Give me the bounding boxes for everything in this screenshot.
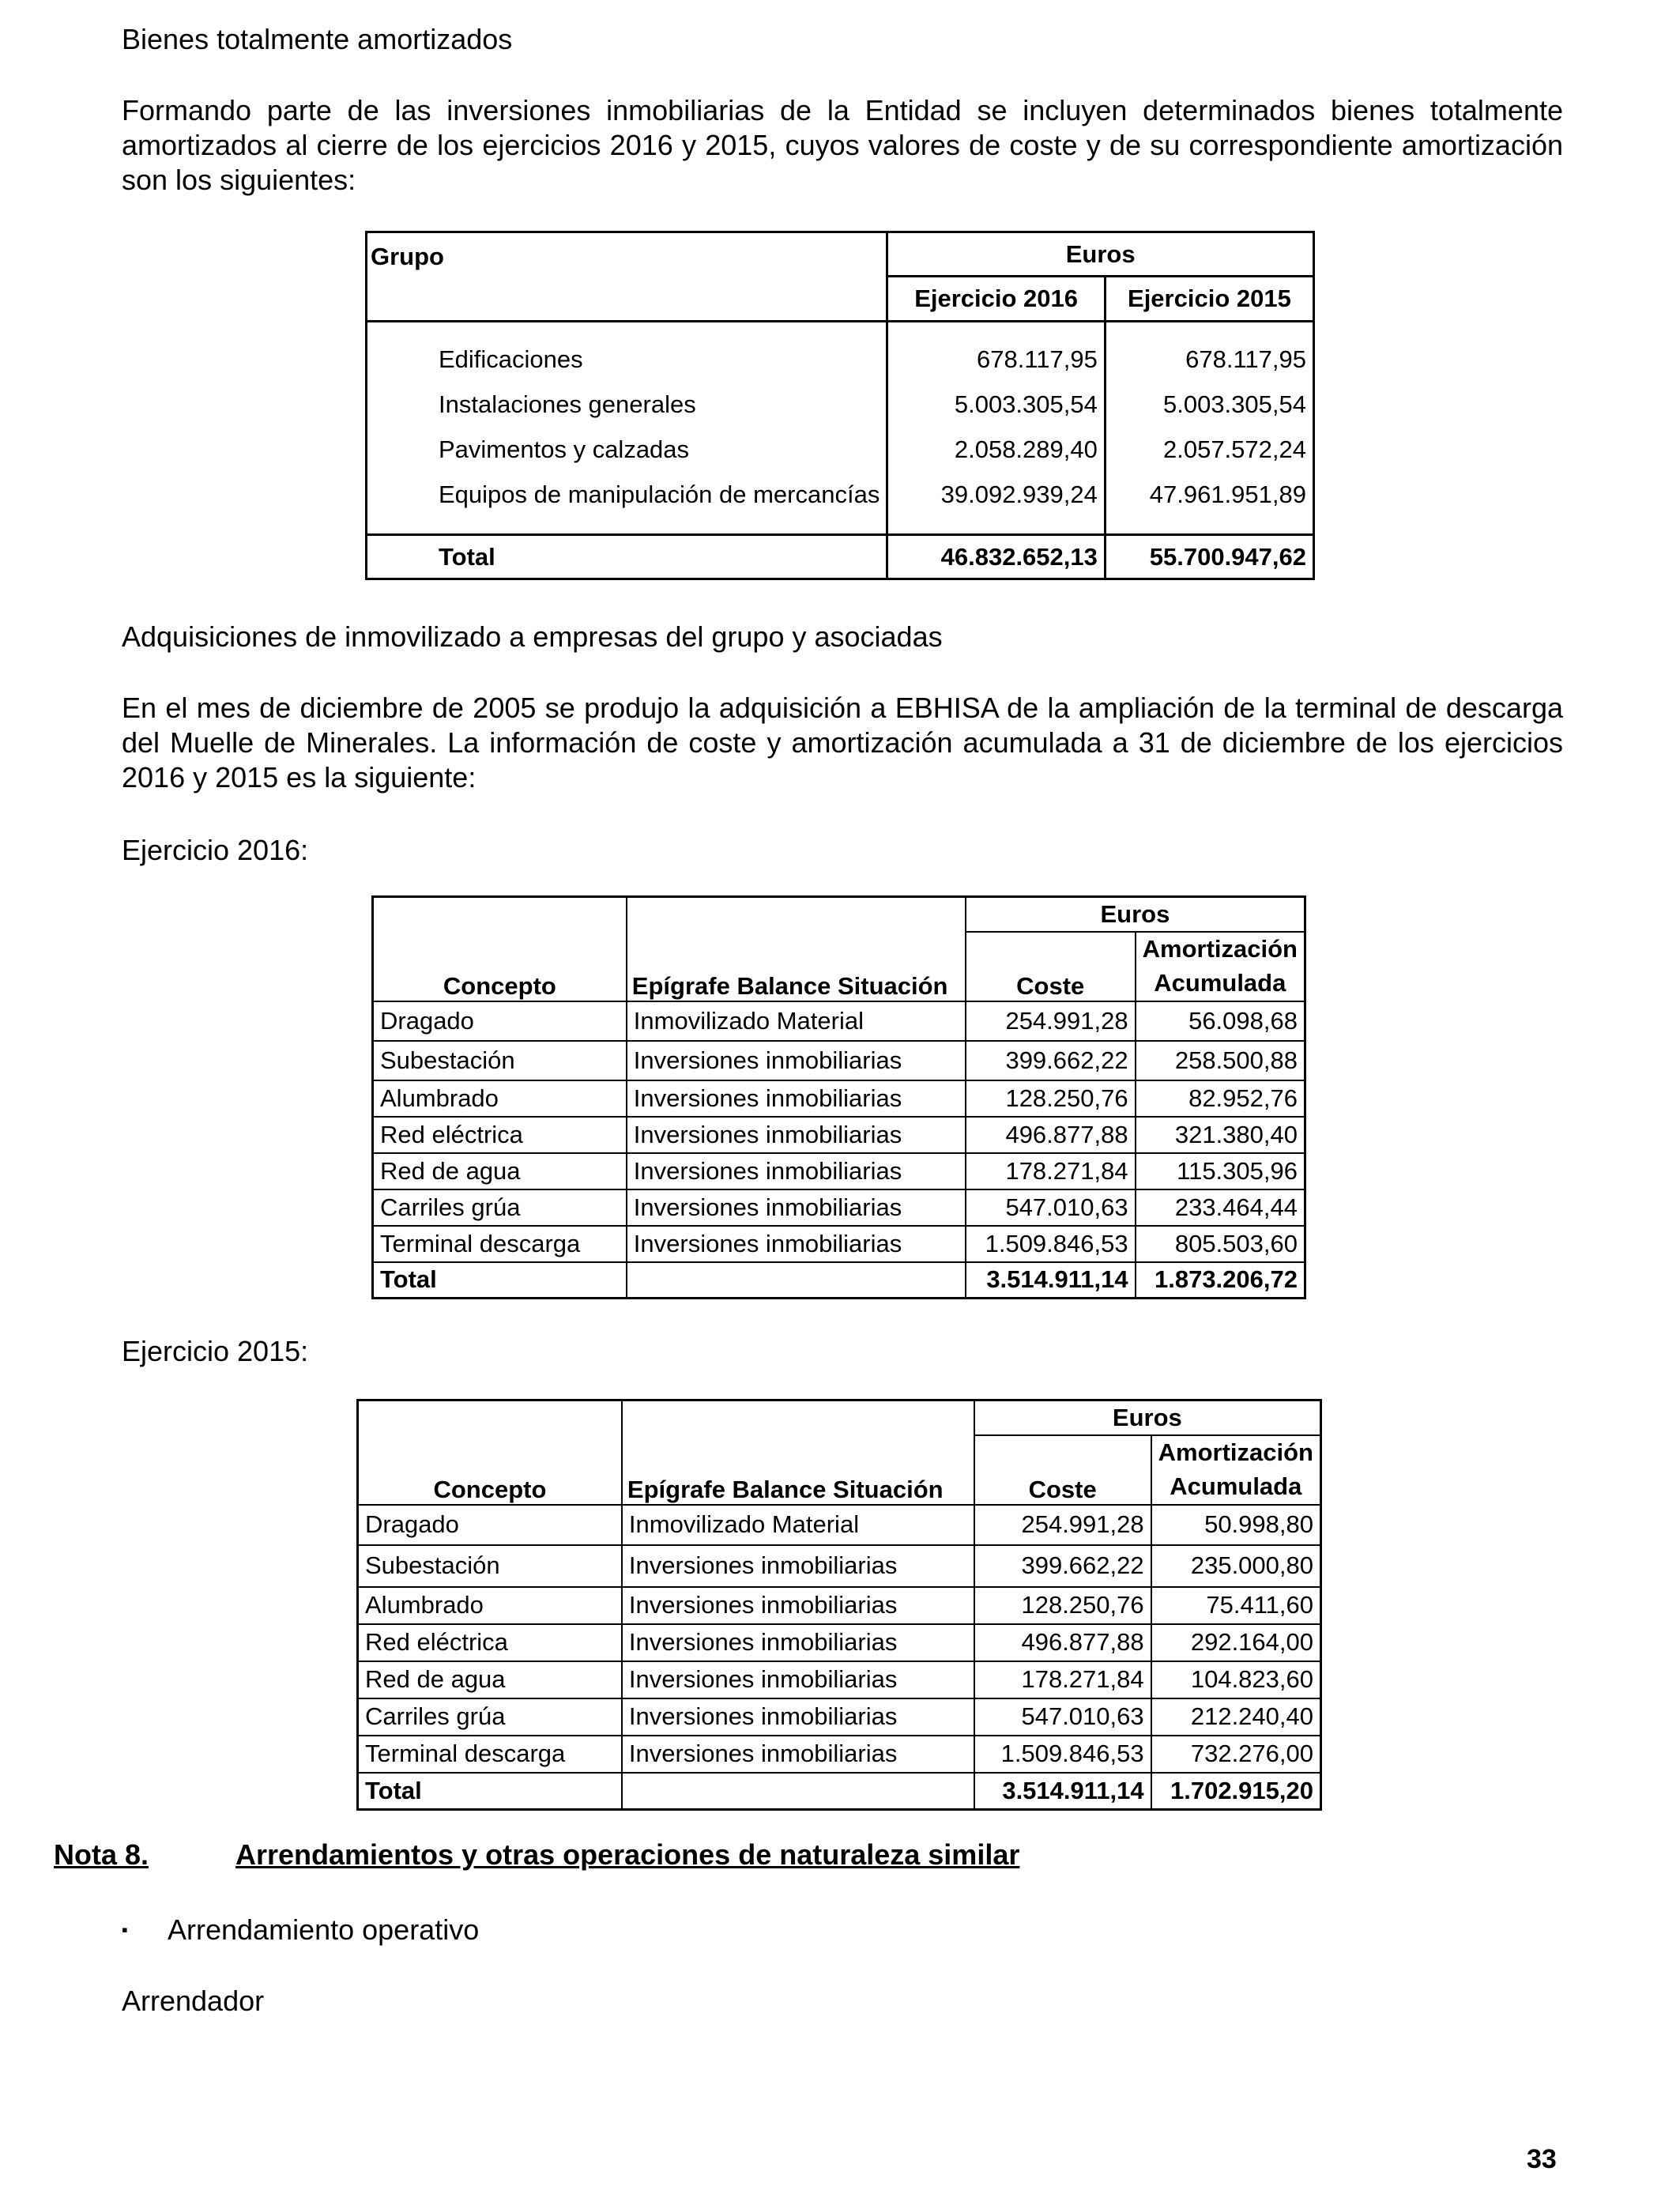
epigrafe-cell: Inversiones inmobiliarias xyxy=(627,1117,966,1153)
header-coste: Coste xyxy=(966,932,1136,1001)
epigrafe-cell: Inmovilizado Material xyxy=(622,1505,974,1545)
concepto-cell: Dragado xyxy=(373,1001,627,1041)
header-acumulada: Acumulada xyxy=(1151,1470,1321,1505)
paragraph-adquisiciones: En el mes de diciembre de 2005 se produjo la adquisición a EBHISA de la ampliación de la terminal de descarga del Muelle de Minerales. La información de coste y amortización acumulada a 31 de diciembre de los ejercicios 2016 y 2015 es la siguiente: xyxy=(122,692,1563,794)
section-heading-bienes: Bienes totalmente amortizados xyxy=(122,23,513,55)
bullet-text: Arrendamiento operativo xyxy=(168,1913,480,1946)
coste-cell: 547.010,63 xyxy=(974,1698,1151,1736)
table-row xyxy=(358,1587,1321,1624)
amortizacion-cell: 258.500,88 xyxy=(1136,1041,1305,1080)
nota-number: Nota 8. xyxy=(54,1838,149,1871)
header-concepto: Concepto xyxy=(373,897,627,1001)
header-ejercicio-2015: Ejercicio 2015 xyxy=(1105,277,1313,322)
total-row xyxy=(358,1773,1321,1810)
coste-cell: 178.271,84 xyxy=(966,1153,1136,1189)
table-bienes-amortizados xyxy=(365,231,1315,580)
coste-cell: 496.877,88 xyxy=(966,1117,1136,1153)
amortizacion-cell: 82.952,76 xyxy=(1136,1080,1305,1117)
concepto-cell: Red de agua xyxy=(358,1661,622,1698)
concepto-cell: Subestación xyxy=(373,1041,627,1080)
concepto-cell: Red eléctrica xyxy=(358,1624,622,1661)
concepto-cell: Carriles grúa xyxy=(358,1698,622,1736)
row-label: Equipos de manipulación de mercancías xyxy=(367,473,887,518)
total-coste: 3.514.911,14 xyxy=(974,1773,1151,1810)
table-row xyxy=(373,1041,1305,1080)
amortizacion-cell: 732.276,00 xyxy=(1151,1736,1321,1773)
table-row xyxy=(367,428,1314,473)
coste-cell: 399.662,22 xyxy=(966,1041,1136,1080)
coste-cell: 547.010,63 xyxy=(966,1189,1136,1226)
epigrafe-cell: Inversiones inmobiliarias xyxy=(627,1041,966,1080)
bullet-icon: ▪ xyxy=(122,1920,128,1940)
epigrafe-cell: Inversiones inmobiliarias xyxy=(627,1080,966,1117)
total-amortizacion: 1.702.915,20 xyxy=(1151,1773,1321,1810)
coste-cell: 1.509.846,53 xyxy=(966,1226,1136,1262)
total-2015: 55.700.947,62 xyxy=(1105,535,1313,579)
header-ejercicio-2016: Ejercicio 2016 xyxy=(887,277,1106,322)
table-row xyxy=(358,1698,1321,1736)
header-acumulada: Acumulada xyxy=(1136,967,1305,1001)
concepto-cell: Alumbrado xyxy=(373,1080,627,1117)
coste-cell: 128.250,76 xyxy=(966,1080,1136,1117)
total-row xyxy=(373,1262,1305,1299)
table-row xyxy=(358,1545,1321,1587)
table-row xyxy=(373,1153,1305,1189)
coste-cell: 496.877,88 xyxy=(974,1624,1151,1661)
section-heading-adquisiciones: Adquisiciones de inmovilizado a empresas del grupo y asociadas xyxy=(122,620,943,653)
concepto-cell: Terminal descarga xyxy=(358,1736,622,1773)
amortizacion-cell: 56.098,68 xyxy=(1136,1001,1305,1041)
value-2015: 5.003.305,54 xyxy=(1105,383,1313,428)
concepto-cell: Subestación xyxy=(358,1545,622,1587)
total-row xyxy=(367,535,1314,579)
concepto-cell: Alumbrado xyxy=(358,1587,622,1624)
total-2016: 46.832.652,13 xyxy=(887,535,1106,579)
header-epigrafe: Epígrafe Balance Situación xyxy=(622,1400,974,1505)
amortizacion-cell: 50.998,80 xyxy=(1151,1505,1321,1545)
epigrafe-cell: Inversiones inmobiliarias xyxy=(622,1661,974,1698)
concepto-cell: Red eléctrica xyxy=(373,1117,627,1153)
row-label: Pavimentos y calzadas xyxy=(367,428,887,473)
epigrafe-cell: Inversiones inmobiliarias xyxy=(622,1624,974,1661)
amortizacion-cell: 115.305,96 xyxy=(1136,1153,1305,1189)
amortizacion-cell: 104.823,60 xyxy=(1151,1661,1321,1698)
table-row xyxy=(367,473,1314,518)
row-label: Instalaciones generales xyxy=(367,383,887,428)
header-euros: Euros xyxy=(966,897,1305,932)
amortizacion-cell: 321.380,40 xyxy=(1136,1117,1305,1153)
subheading-arrendador: Arrendador xyxy=(122,1985,265,2017)
table-ejercicio-2016 xyxy=(371,895,1306,1299)
label-ejercicio-2015: Ejercicio 2015: xyxy=(122,1335,309,1367)
epigrafe-cell: Inversiones inmobiliarias xyxy=(622,1736,974,1773)
paragraph-bienes: Formando parte de las inversiones inmobiliarias de la Entidad se incluyen determinados bienes totalmente amortizados al cierre de los ejercicios 2016 y 2015, cuyos valores de coste y de su correspondiente amortización son los siguientes: xyxy=(122,94,1563,196)
coste-cell: 128.250,76 xyxy=(974,1587,1151,1624)
value-2016: 39.092.939,24 xyxy=(887,473,1106,518)
epigrafe-cell: Inversiones inmobiliarias xyxy=(627,1189,966,1226)
coste-cell: 1.509.846,53 xyxy=(974,1736,1151,1773)
header-coste: Coste xyxy=(974,1435,1151,1505)
table-row xyxy=(358,1624,1321,1661)
nota-title: Arrendamientos y otras operaciones de naturaleza similar xyxy=(235,1838,1020,1871)
concepto-cell: Dragado xyxy=(358,1505,622,1545)
empty-cell xyxy=(627,1262,966,1299)
coste-cell: 178.271,84 xyxy=(974,1661,1151,1698)
epigrafe-cell: Inversiones inmobiliarias xyxy=(622,1587,974,1624)
table-row xyxy=(373,1189,1305,1226)
row-label: Edificaciones xyxy=(367,337,887,383)
value-2016: 5.003.305,54 xyxy=(887,383,1106,428)
table-ejercicio-2015 xyxy=(356,1399,1322,1811)
header-amortizacion: Amortización xyxy=(1136,932,1305,967)
coste-cell: 254.991,28 xyxy=(966,1001,1136,1041)
concepto-cell: Terminal descarga xyxy=(373,1226,627,1262)
total-coste: 3.514.911,14 xyxy=(966,1262,1136,1299)
header-amortizacion: Amortización xyxy=(1151,1435,1321,1470)
total-amortizacion: 1.873.206,72 xyxy=(1136,1262,1305,1299)
epigrafe-cell: Inmovilizado Material xyxy=(627,1001,966,1041)
value-2015: 47.961.951,89 xyxy=(1105,473,1313,518)
header-concepto: Concepto xyxy=(358,1400,622,1505)
epigrafe-cell: Inversiones inmobiliarias xyxy=(627,1226,966,1262)
page-number: 33 xyxy=(1527,2144,1557,2174)
header-grupo: Grupo xyxy=(367,232,887,322)
header-euros: Euros xyxy=(887,232,1314,277)
amortizacion-cell: 75.411,60 xyxy=(1151,1587,1321,1624)
table-row xyxy=(373,1080,1305,1117)
concepto-cell: Carriles grúa xyxy=(373,1189,627,1226)
amortizacion-cell: 235.000,80 xyxy=(1151,1545,1321,1587)
amortizacion-cell: 212.240,40 xyxy=(1151,1698,1321,1736)
table-row xyxy=(373,1226,1305,1262)
empty-cell xyxy=(622,1773,974,1810)
value-2015: 678.117,95 xyxy=(1105,337,1313,383)
concepto-cell: Red de agua xyxy=(373,1153,627,1189)
epigrafe-cell: Inversiones inmobiliarias xyxy=(622,1698,974,1736)
value-2016: 2.058.289,40 xyxy=(887,428,1106,473)
total-label: Total xyxy=(358,1773,622,1810)
header-euros: Euros xyxy=(974,1400,1321,1435)
epigrafe-cell: Inversiones inmobiliarias xyxy=(627,1153,966,1189)
coste-cell: 399.662,22 xyxy=(974,1545,1151,1587)
value-2016: 678.117,95 xyxy=(887,337,1106,383)
table-row xyxy=(358,1505,1321,1545)
total-label: Total xyxy=(373,1262,627,1299)
label-ejercicio-2016: Ejercicio 2016: xyxy=(122,834,309,866)
table-row xyxy=(358,1661,1321,1698)
table-row xyxy=(367,383,1314,428)
table-row xyxy=(358,1736,1321,1773)
table-row xyxy=(373,1117,1305,1153)
amortizacion-cell: 805.503,60 xyxy=(1136,1226,1305,1262)
total-label: Total xyxy=(367,535,887,579)
amortizacion-cell: 292.164,00 xyxy=(1151,1624,1321,1661)
table-row xyxy=(367,337,1314,383)
epigrafe-cell: Inversiones inmobiliarias xyxy=(622,1545,974,1587)
value-2015: 2.057.572,24 xyxy=(1105,428,1313,473)
amortizacion-cell: 233.464,44 xyxy=(1136,1189,1305,1226)
table-row xyxy=(373,1001,1305,1041)
header-epigrafe: Epígrafe Balance Situación xyxy=(627,897,966,1001)
coste-cell: 254.991,28 xyxy=(974,1505,1151,1545)
